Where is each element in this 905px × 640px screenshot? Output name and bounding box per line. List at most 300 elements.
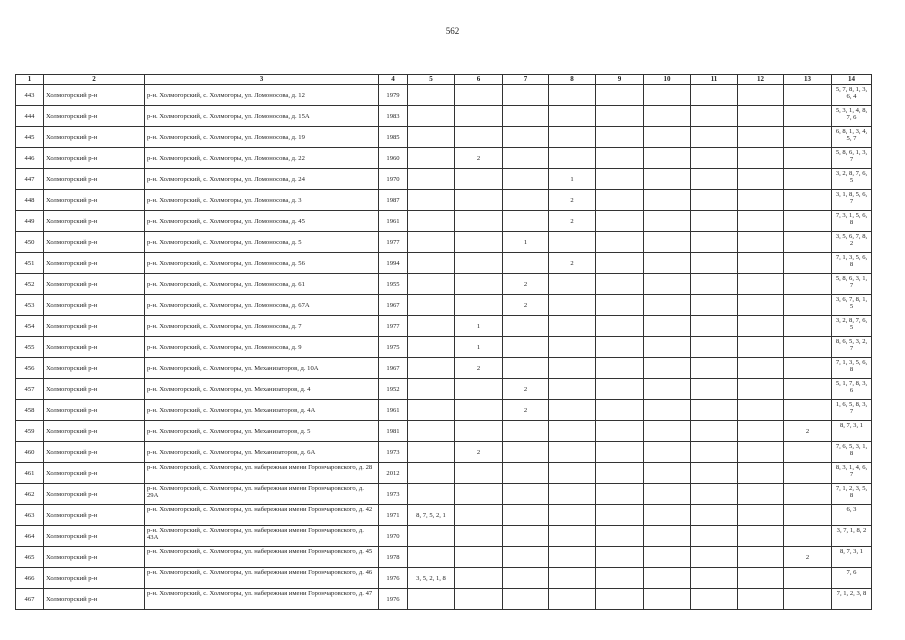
address-cell: р-н. Холмогорский, с. Холмогоры, ул. Ломоносова, д. 45 bbox=[145, 211, 379, 232]
col14-cell: 5, 3, 1, 4, 8, 7, 6 bbox=[832, 106, 872, 127]
col6-cell bbox=[455, 169, 503, 190]
col10-cell bbox=[644, 127, 691, 148]
year-cell: 1983 bbox=[379, 106, 408, 127]
col11-cell bbox=[691, 526, 738, 547]
col10-cell bbox=[644, 400, 691, 421]
col9-cell bbox=[596, 127, 644, 148]
col9-cell bbox=[596, 232, 644, 253]
col13-cell: 2 bbox=[784, 547, 832, 568]
col12-cell bbox=[738, 421, 784, 442]
col7-cell bbox=[503, 442, 549, 463]
col7-cell bbox=[503, 190, 549, 211]
col9-cell bbox=[596, 316, 644, 337]
col14-cell: 7, 1, 2, 3, 5, 8 bbox=[832, 484, 872, 505]
address-cell: р-н. Холмогорский, с. Холмогоры, ул. Механизаторов, д. 4 bbox=[145, 379, 379, 400]
col10-cell bbox=[644, 484, 691, 505]
col11-cell bbox=[691, 85, 738, 106]
col12-cell bbox=[738, 211, 784, 232]
column-header: 12 bbox=[738, 75, 784, 85]
year-cell: 1967 bbox=[379, 295, 408, 316]
col14-cell: 3, 1, 8, 5, 6, 7 bbox=[832, 190, 872, 211]
col13-cell bbox=[784, 274, 832, 295]
col5-cell bbox=[408, 421, 455, 442]
col10-cell bbox=[644, 211, 691, 232]
col13-cell bbox=[784, 463, 832, 484]
year-cell: 1970 bbox=[379, 526, 408, 547]
col10-cell bbox=[644, 442, 691, 463]
district-cell: Холмогорский р-н bbox=[44, 442, 145, 463]
col6-cell bbox=[455, 505, 503, 526]
col12-cell bbox=[738, 505, 784, 526]
table-row bbox=[16, 316, 872, 337]
col5-cell bbox=[408, 190, 455, 211]
address-cell: р-н. Холмогорский, с. Холмогоры, ул. Механизаторов, д. 4А bbox=[145, 400, 379, 421]
col12-cell bbox=[738, 568, 784, 589]
col10-cell bbox=[644, 568, 691, 589]
table-row bbox=[16, 358, 872, 379]
year-cell: 1960 bbox=[379, 148, 408, 169]
district-cell: Холмогорский р-н bbox=[44, 253, 145, 274]
col6-cell bbox=[455, 379, 503, 400]
col6-cell: 2 bbox=[455, 442, 503, 463]
table-row bbox=[16, 421, 872, 442]
col11-cell bbox=[691, 295, 738, 316]
col13-cell bbox=[784, 505, 832, 526]
col11-cell bbox=[691, 358, 738, 379]
year-cell: 1975 bbox=[379, 337, 408, 358]
col5-cell: 3, 5, 2, 1, 8 bbox=[408, 568, 455, 589]
col14-cell: 1, 6, 5, 8, 3, 7 bbox=[832, 400, 872, 421]
col13-cell bbox=[784, 337, 832, 358]
table-row bbox=[16, 148, 872, 169]
table-row bbox=[16, 127, 872, 148]
col8-cell bbox=[549, 400, 596, 421]
district-cell: Холмогорский р-н bbox=[44, 400, 145, 421]
year-cell: 1955 bbox=[379, 274, 408, 295]
address-cell: р-н. Холмогорский, с. Холмогоры, ул. Ломоносова, д. 7 bbox=[145, 316, 379, 337]
col11-cell bbox=[691, 211, 738, 232]
table-row bbox=[16, 274, 872, 295]
district-cell: Холмогорский р-н bbox=[44, 526, 145, 547]
table-row bbox=[16, 463, 872, 484]
col14-cell: 8, 7, 3, 1 bbox=[832, 421, 872, 442]
district-cell: Холмогорский р-н bbox=[44, 337, 145, 358]
col5-cell: 8, 7, 5, 2, 1 bbox=[408, 505, 455, 526]
year-cell: 1981 bbox=[379, 421, 408, 442]
row-number: 460 bbox=[16, 442, 44, 463]
col12-cell bbox=[738, 547, 784, 568]
district-cell: Холмогорский р-н bbox=[44, 421, 145, 442]
col14-cell: 7, 3, 1, 5, 6, 8 bbox=[832, 211, 872, 232]
col5-cell bbox=[408, 211, 455, 232]
col10-cell bbox=[644, 337, 691, 358]
table-row bbox=[16, 190, 872, 211]
row-number: 455 bbox=[16, 337, 44, 358]
col12-cell bbox=[738, 253, 784, 274]
col12-cell bbox=[738, 85, 784, 106]
col7-cell bbox=[503, 148, 549, 169]
col14-cell: 5, 1, 7, 8, 3, 6 bbox=[832, 379, 872, 400]
col14-cell: 8, 7, 3, 1 bbox=[832, 547, 872, 568]
year-cell: 1970 bbox=[379, 169, 408, 190]
address-cell: р-н. Холмогорский, с. Холмогоры, ул. Ломоносова, д. 22 bbox=[145, 148, 379, 169]
col14-cell: 8, 6, 5, 3, 2, 7 bbox=[832, 337, 872, 358]
column-header: 2 bbox=[44, 75, 145, 85]
column-header: 10 bbox=[644, 75, 691, 85]
col14-cell: 7, 1, 2, 3, 8 bbox=[832, 589, 872, 610]
col11-cell bbox=[691, 442, 738, 463]
district-cell: Холмогорский р-н bbox=[44, 190, 145, 211]
col10-cell bbox=[644, 358, 691, 379]
col14-cell: 3, 2, 8, 7, 6, 5 bbox=[832, 169, 872, 190]
col10-cell bbox=[644, 274, 691, 295]
district-cell: Холмогорский р-н bbox=[44, 85, 145, 106]
col9-cell bbox=[596, 85, 644, 106]
col9-cell bbox=[596, 463, 644, 484]
row-number: 457 bbox=[16, 379, 44, 400]
column-header: 14 bbox=[832, 75, 872, 85]
column-header: 4 bbox=[379, 75, 408, 85]
col8-cell bbox=[549, 421, 596, 442]
column-header: 13 bbox=[784, 75, 832, 85]
address-cell: р-н. Холмогорский, с. Холмогоры, ул. Механизаторов, д. 5 bbox=[145, 421, 379, 442]
col9-cell bbox=[596, 169, 644, 190]
address-cell: р-н. Холмогорский, с. Холмогоры, ул. Ломоносова, д. 19 bbox=[145, 127, 379, 148]
col13-cell bbox=[784, 148, 832, 169]
col11-cell bbox=[691, 232, 738, 253]
col5-cell bbox=[408, 274, 455, 295]
col13-cell bbox=[784, 589, 832, 610]
district-cell: Холмогорский р-н bbox=[44, 106, 145, 127]
col8-cell bbox=[549, 442, 596, 463]
address-cell: р-н. Холмогорский, с. Холмогоры, ул. Ломоносова, д. 56 bbox=[145, 253, 379, 274]
col11-cell bbox=[691, 505, 738, 526]
col7-cell bbox=[503, 421, 549, 442]
address-cell: р-н. Холмогорский, с. Холмогоры, ул. Ломоносова, д. 61 bbox=[145, 274, 379, 295]
col9-cell bbox=[596, 148, 644, 169]
col5-cell bbox=[408, 526, 455, 547]
col9-cell bbox=[596, 568, 644, 589]
col5-cell bbox=[408, 169, 455, 190]
col13-cell bbox=[784, 295, 832, 316]
col13-cell bbox=[784, 169, 832, 190]
col11-cell bbox=[691, 127, 738, 148]
col9-cell bbox=[596, 526, 644, 547]
column-header: 3 bbox=[145, 75, 379, 85]
row-number: 465 bbox=[16, 547, 44, 568]
col12-cell bbox=[738, 442, 784, 463]
district-cell: Холмогорский р-н bbox=[44, 568, 145, 589]
address-cell: р-н. Холмогорский, с. Холмогоры, ул. Ломоносова, д. 67А bbox=[145, 295, 379, 316]
address-cell: р-н. Холмогорский, с. Холмогоры, ул. набережная имени Горончаровского, д. 43А bbox=[145, 526, 379, 547]
district-cell: Холмогорский р-н bbox=[44, 379, 145, 400]
col5-cell bbox=[408, 337, 455, 358]
col12-cell bbox=[738, 127, 784, 148]
table-body bbox=[16, 85, 872, 610]
col14-cell: 6, 8, 1, 3, 4, 5, 7 bbox=[832, 127, 872, 148]
col11-cell bbox=[691, 400, 738, 421]
col7-cell: 1 bbox=[503, 232, 549, 253]
column-header: 8 bbox=[549, 75, 596, 85]
col9-cell bbox=[596, 379, 644, 400]
table-row bbox=[16, 442, 872, 463]
col8-cell bbox=[549, 526, 596, 547]
col12-cell bbox=[738, 316, 784, 337]
year-cell: 1985 bbox=[379, 127, 408, 148]
column-header: 6 bbox=[455, 75, 503, 85]
col6-cell bbox=[455, 400, 503, 421]
col12-cell bbox=[738, 400, 784, 421]
col11-cell bbox=[691, 106, 738, 127]
col11-cell bbox=[691, 274, 738, 295]
col8-cell: 2 bbox=[549, 190, 596, 211]
housing-table bbox=[15, 74, 872, 610]
col7-cell bbox=[503, 358, 549, 379]
row-number: 446 bbox=[16, 148, 44, 169]
district-cell: Холмогорский р-н bbox=[44, 463, 145, 484]
col14-cell: 7, 6, 5, 3, 1, 8 bbox=[832, 442, 872, 463]
col7-cell bbox=[503, 106, 549, 127]
year-cell: 1961 bbox=[379, 211, 408, 232]
col12-cell bbox=[738, 148, 784, 169]
year-cell: 1977 bbox=[379, 316, 408, 337]
row-number: 456 bbox=[16, 358, 44, 379]
col11-cell bbox=[691, 484, 738, 505]
col6-cell bbox=[455, 106, 503, 127]
column-header: 1 bbox=[16, 75, 44, 85]
address-cell: р-н. Холмогорский, с. Холмогоры, ул. набережная имени Горончаровского, д. 45 bbox=[145, 547, 379, 568]
row-number: 445 bbox=[16, 127, 44, 148]
col8-cell bbox=[549, 379, 596, 400]
column-header: 7 bbox=[503, 75, 549, 85]
year-cell: 1961 bbox=[379, 400, 408, 421]
col8-cell: 2 bbox=[549, 253, 596, 274]
year-cell: 1976 bbox=[379, 589, 408, 610]
col8-cell bbox=[549, 148, 596, 169]
col14-cell: 5, 8, 6, 3, 1, 7 bbox=[832, 274, 872, 295]
col14-cell: 3, 5, 6, 7, 8, 2 bbox=[832, 232, 872, 253]
col5-cell bbox=[408, 589, 455, 610]
address-cell: р-н. Холмогорский, с. Холмогоры, ул. набережная имени Горончаровского, д. 42 bbox=[145, 505, 379, 526]
table-row bbox=[16, 526, 872, 547]
col7-cell bbox=[503, 85, 549, 106]
table-row bbox=[16, 106, 872, 127]
district-cell: Холмогорский р-н bbox=[44, 127, 145, 148]
col10-cell bbox=[644, 379, 691, 400]
row-number: 443 bbox=[16, 85, 44, 106]
col5-cell bbox=[408, 232, 455, 253]
col7-cell bbox=[503, 547, 549, 568]
row-number: 458 bbox=[16, 400, 44, 421]
address-cell: р-н. Холмогорский, с. Холмогоры, ул. Ломоносова, д. 24 bbox=[145, 169, 379, 190]
header-row bbox=[16, 75, 872, 85]
col9-cell bbox=[596, 106, 644, 127]
col10-cell bbox=[644, 232, 691, 253]
col6-cell bbox=[455, 547, 503, 568]
col6-cell bbox=[455, 274, 503, 295]
row-number: 467 bbox=[16, 589, 44, 610]
col8-cell bbox=[549, 295, 596, 316]
district-cell: Холмогорский р-н bbox=[44, 211, 145, 232]
row-number: 459 bbox=[16, 421, 44, 442]
col10-cell bbox=[644, 169, 691, 190]
col11-cell bbox=[691, 190, 738, 211]
row-number: 454 bbox=[16, 316, 44, 337]
col9-cell bbox=[596, 589, 644, 610]
col13-cell bbox=[784, 253, 832, 274]
col14-cell: 5, 8, 6, 1, 3, 7 bbox=[832, 148, 872, 169]
address-cell: р-н. Холмогорский, с. Холмогоры, ул. Ломоносова, д. 3 bbox=[145, 190, 379, 211]
col13-cell bbox=[784, 106, 832, 127]
col7-cell bbox=[503, 253, 549, 274]
col12-cell bbox=[738, 379, 784, 400]
col12-cell bbox=[738, 337, 784, 358]
table-row bbox=[16, 211, 872, 232]
col7-cell: 2 bbox=[503, 400, 549, 421]
col7-cell: 2 bbox=[503, 295, 549, 316]
col6-cell bbox=[455, 211, 503, 232]
col14-cell: 5, 7, 8, 1, 3, 6, 4 bbox=[832, 85, 872, 106]
col12-cell bbox=[738, 463, 784, 484]
col9-cell bbox=[596, 547, 644, 568]
address-cell: р-н. Холмогорский, с. Холмогоры, ул. Механизаторов, д. 10А bbox=[145, 358, 379, 379]
col14-cell: 6, 3 bbox=[832, 505, 872, 526]
col9-cell bbox=[596, 505, 644, 526]
col8-cell bbox=[549, 232, 596, 253]
col5-cell bbox=[408, 484, 455, 505]
col14-cell: 8, 3, 1, 4, 6, 7 bbox=[832, 463, 872, 484]
table-row bbox=[16, 295, 872, 316]
col13-cell bbox=[784, 442, 832, 463]
col12-cell bbox=[738, 274, 784, 295]
col12-cell bbox=[738, 484, 784, 505]
col6-cell bbox=[455, 253, 503, 274]
col10-cell bbox=[644, 106, 691, 127]
col9-cell bbox=[596, 211, 644, 232]
table-row bbox=[16, 505, 872, 526]
col9-cell bbox=[596, 274, 644, 295]
col14-cell: 7, 1, 3, 5, 6, 8 bbox=[832, 358, 872, 379]
page-number: 562 bbox=[445, 26, 460, 36]
col13-cell bbox=[784, 211, 832, 232]
col14-cell: 3, 6, 7, 8, 1, 5 bbox=[832, 295, 872, 316]
address-cell: р-н. Холмогорский, с. Холмогоры, ул. Ломоносова, д. 12 bbox=[145, 85, 379, 106]
address-cell: р-н. Холмогорский, с. Холмогоры, ул. набережная имени Горончаровского, д. 47 bbox=[145, 589, 379, 610]
table-row bbox=[16, 337, 872, 358]
column-header: 5 bbox=[408, 75, 455, 85]
col10-cell bbox=[644, 547, 691, 568]
col7-cell bbox=[503, 211, 549, 232]
col13-cell bbox=[784, 484, 832, 505]
table-row bbox=[16, 232, 872, 253]
year-cell: 1976 bbox=[379, 568, 408, 589]
col7-cell bbox=[503, 316, 549, 337]
col9-cell bbox=[596, 400, 644, 421]
col6-cell bbox=[455, 232, 503, 253]
col12-cell bbox=[738, 526, 784, 547]
table-row bbox=[16, 169, 872, 190]
col13-cell bbox=[784, 379, 832, 400]
year-cell: 1977 bbox=[379, 232, 408, 253]
col11-cell bbox=[691, 547, 738, 568]
table-row bbox=[16, 253, 872, 274]
col10-cell bbox=[644, 190, 691, 211]
address-cell: р-н. Холмогорский, с. Холмогоры, ул. набережная имени Горончаровского, д. 46 bbox=[145, 568, 379, 589]
district-cell: Холмогорский р-н bbox=[44, 169, 145, 190]
year-cell: 1967 bbox=[379, 358, 408, 379]
col6-cell bbox=[455, 526, 503, 547]
col8-cell bbox=[549, 358, 596, 379]
col8-cell bbox=[549, 484, 596, 505]
district-cell: Холмогорский р-н bbox=[44, 295, 145, 316]
col14-cell: 3, 7, 1, 8, 2 bbox=[832, 526, 872, 547]
col11-cell bbox=[691, 568, 738, 589]
year-cell: 2012 bbox=[379, 463, 408, 484]
col6-cell bbox=[455, 463, 503, 484]
col11-cell bbox=[691, 589, 738, 610]
year-cell: 1979 bbox=[379, 85, 408, 106]
col5-cell bbox=[408, 358, 455, 379]
table-row bbox=[16, 484, 872, 505]
col7-cell bbox=[503, 463, 549, 484]
row-number: 463 bbox=[16, 505, 44, 526]
col8-cell bbox=[549, 547, 596, 568]
district-cell: Холмогорский р-н bbox=[44, 484, 145, 505]
row-number: 464 bbox=[16, 526, 44, 547]
col6-cell bbox=[455, 568, 503, 589]
row-number: 462 bbox=[16, 484, 44, 505]
col6-cell bbox=[455, 190, 503, 211]
col5-cell bbox=[408, 85, 455, 106]
row-number: 461 bbox=[16, 463, 44, 484]
address-cell: р-н. Холмогорский, с. Холмогоры, ул. Ломоносова, д. 15А bbox=[145, 106, 379, 127]
col13-cell bbox=[784, 400, 832, 421]
col6-cell: 1 bbox=[455, 316, 503, 337]
col13-cell bbox=[784, 316, 832, 337]
row-number: 452 bbox=[16, 274, 44, 295]
col10-cell bbox=[644, 589, 691, 610]
col9-cell bbox=[596, 295, 644, 316]
col9-cell bbox=[596, 337, 644, 358]
col14-cell: 7, 6 bbox=[832, 568, 872, 589]
row-number: 453 bbox=[16, 295, 44, 316]
col8-cell bbox=[549, 127, 596, 148]
col11-cell bbox=[691, 463, 738, 484]
table-row bbox=[16, 589, 872, 610]
table-row bbox=[16, 85, 872, 106]
col10-cell bbox=[644, 148, 691, 169]
row-number: 449 bbox=[16, 211, 44, 232]
col10-cell bbox=[644, 463, 691, 484]
col9-cell bbox=[596, 421, 644, 442]
col7-cell bbox=[503, 526, 549, 547]
col8-cell bbox=[549, 505, 596, 526]
col14-cell: 3, 2, 8, 7, 6, 5 bbox=[832, 316, 872, 337]
col8-cell bbox=[549, 589, 596, 610]
col7-cell: 2 bbox=[503, 274, 549, 295]
col11-cell bbox=[691, 316, 738, 337]
col10-cell bbox=[644, 316, 691, 337]
col10-cell bbox=[644, 295, 691, 316]
address-cell: р-н. Холмогорский, с. Холмогоры, ул. набережная имени Горончаровского, д. 28 bbox=[145, 463, 379, 484]
col5-cell bbox=[408, 316, 455, 337]
col6-cell bbox=[455, 484, 503, 505]
col13-cell bbox=[784, 526, 832, 547]
col11-cell bbox=[691, 253, 738, 274]
row-number: 447 bbox=[16, 169, 44, 190]
year-cell: 1987 bbox=[379, 190, 408, 211]
col13-cell bbox=[784, 190, 832, 211]
